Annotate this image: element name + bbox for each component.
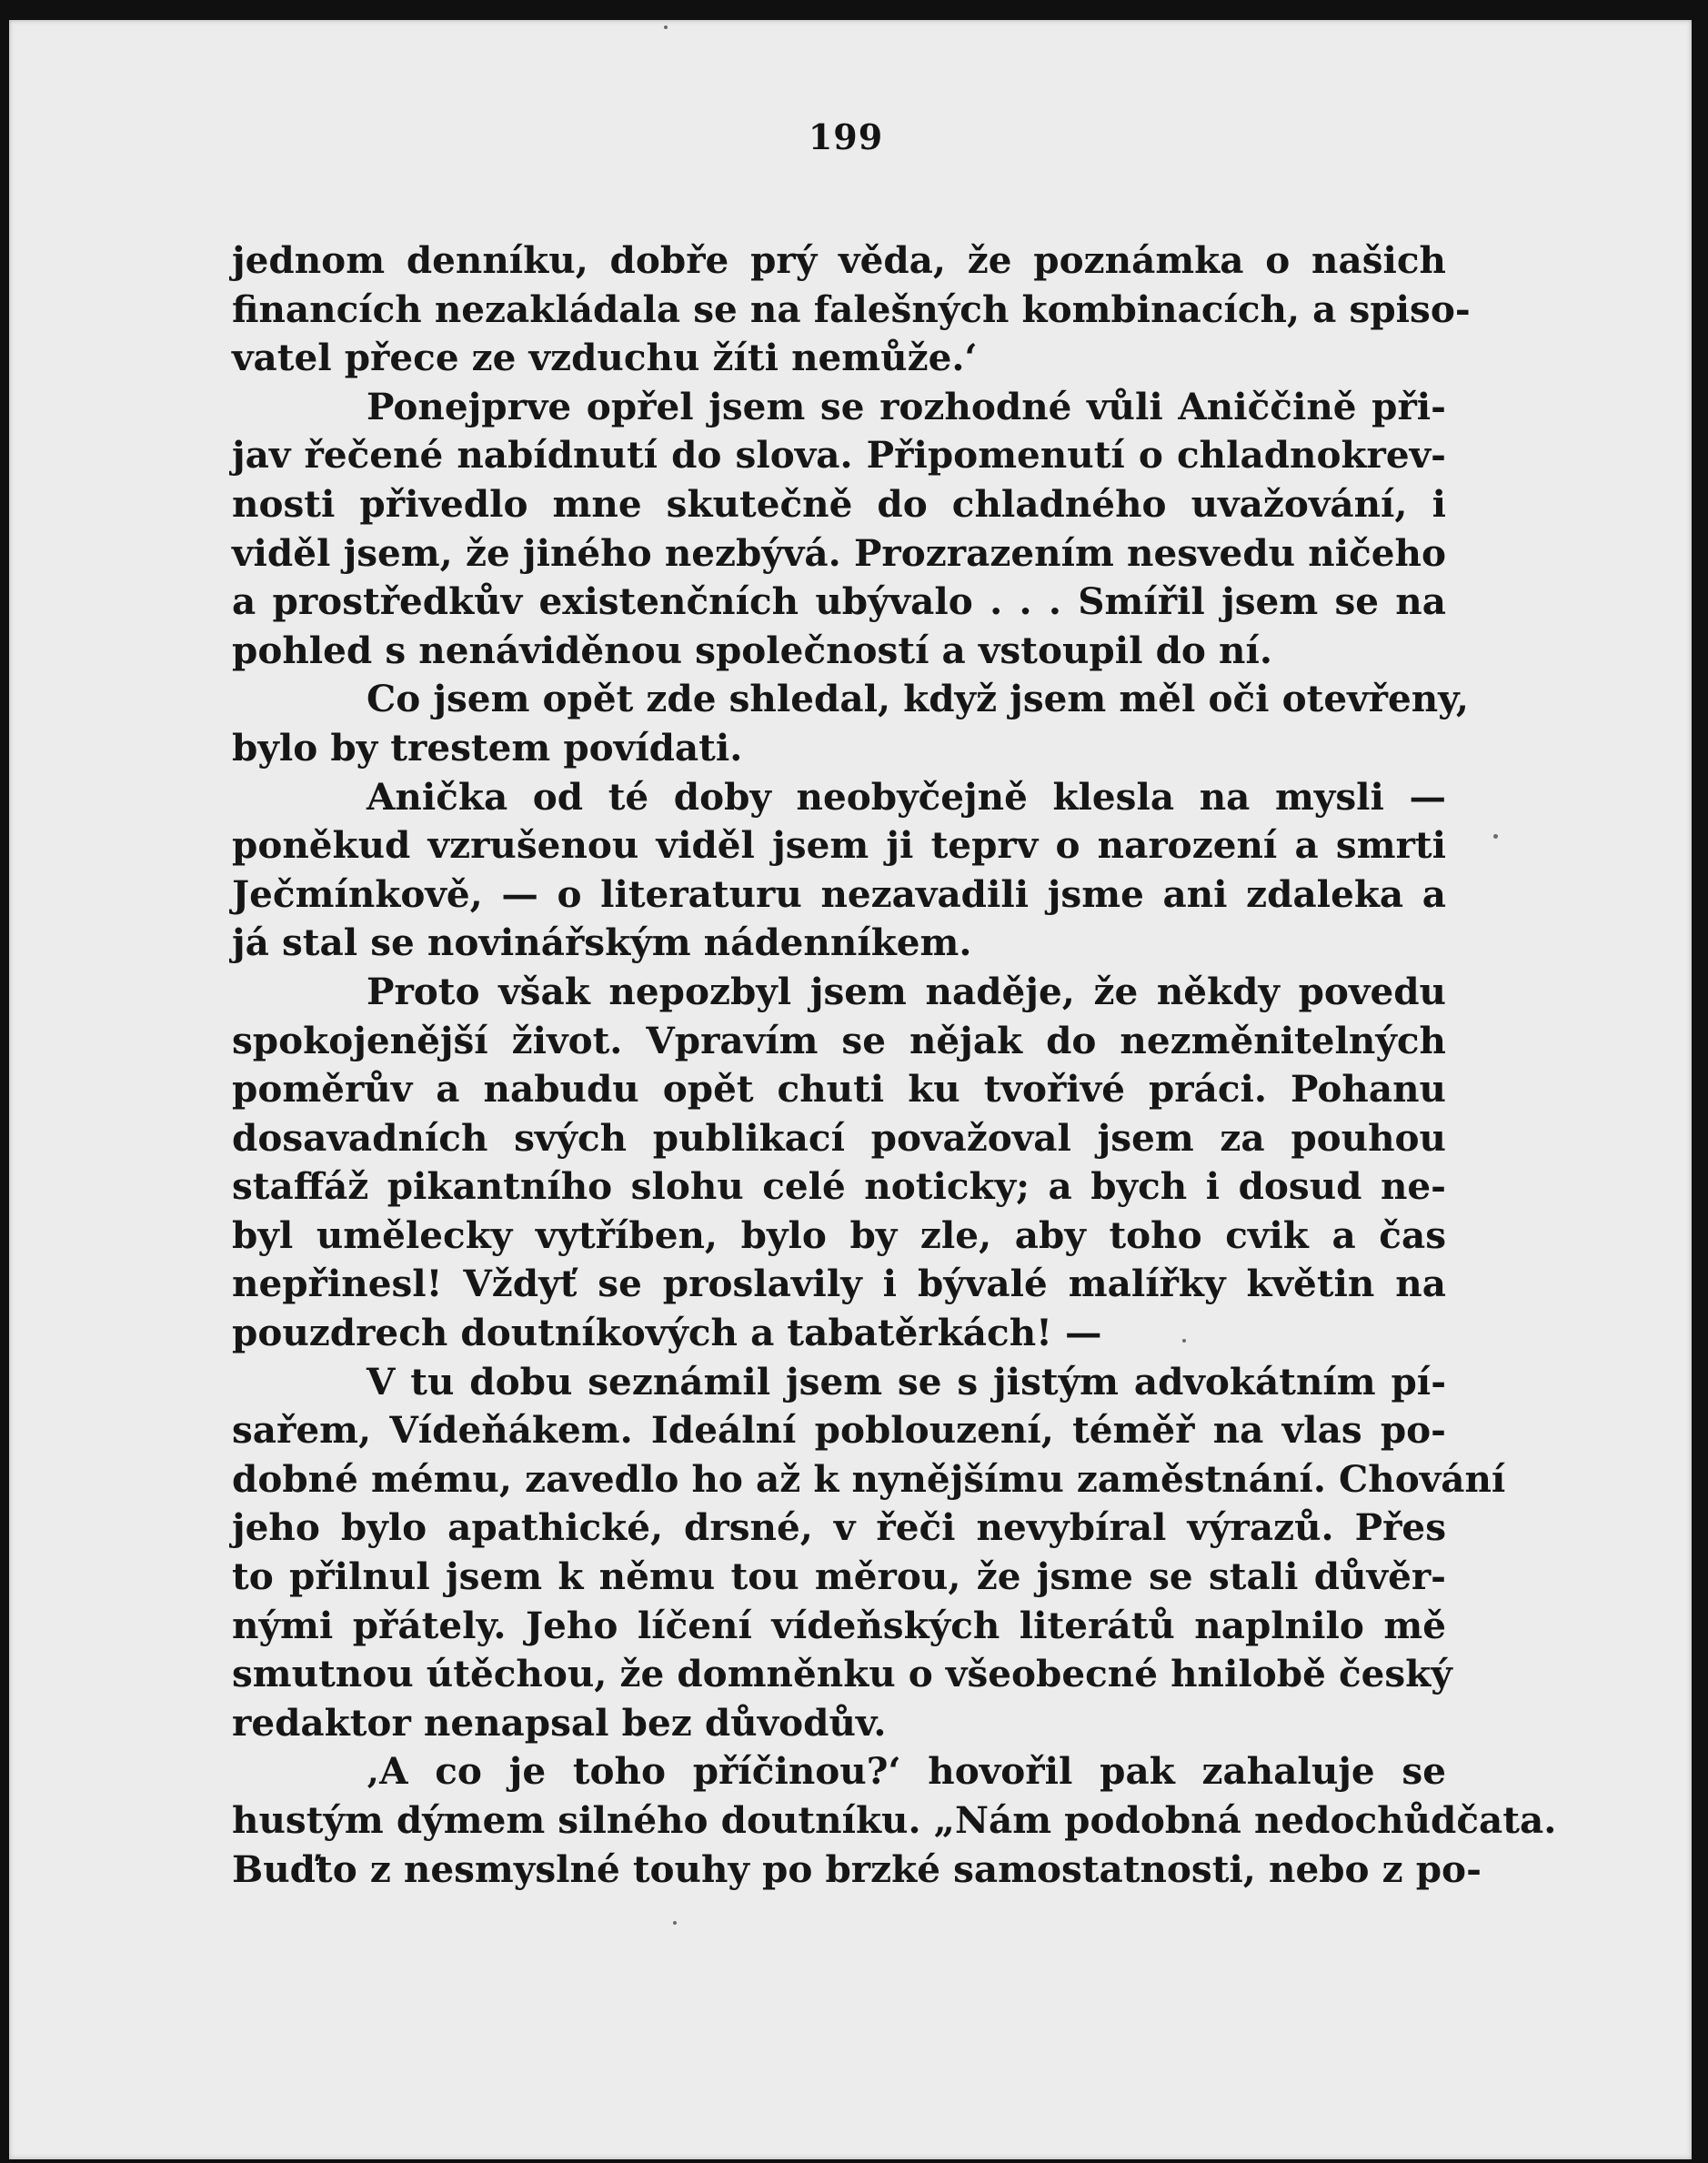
- body-text: [232, 236, 1557, 1894]
- scan-speck: [1493, 834, 1498, 839]
- text-line: Ponejprve opřel jsem se rozhodné vůli Aniččině při-: [367, 384, 1446, 428]
- text-line: vatel přece ze vzduchu žíti nemůže.‘: [232, 336, 978, 380]
- text-line: dosavadních svých publikací považoval jsem za pouhou: [232, 1115, 1446, 1160]
- text-line: staffáž pikantního slohu celé noticky; a bych i dosud ne-: [232, 1164, 1446, 1209]
- text-line: Proto však nepozbyl jsem naděje, že někdy povedu: [367, 969, 1446, 1013]
- text-line: viděl jsem, že jiného nezbývá. Prozrazením nesvedu ničeho: [232, 530, 1446, 575]
- text-line: jednom denníku, dobře prý věda, že poznámka o našich: [232, 238, 1446, 282]
- text-line: nepřinesl! Vždyť se proslavily i bývalé malířky květin na: [232, 1262, 1446, 1306]
- text-line: poměrův a nabudu opět chuti ku tvořivé práci. Pohanu: [232, 1067, 1446, 1112]
- text-line: pouzdrech doutníkových a tabatěrkách! —: [232, 1311, 1102, 1355]
- text-line: to přilnul jsem k němu tou měrou, že jsme se stali důvěr-: [232, 1554, 1446, 1599]
- text-line: já stal se novinářským nádenníkem.: [232, 921, 972, 965]
- text-line: financích nezakládala se na falešných kombinacích, a spiso-: [232, 287, 1471, 331]
- text-line: Ječmínkově, — o literaturu nezavadili jsme ani zdaleka a: [232, 871, 1446, 916]
- text-line: jeho bylo apathické, drsné, v řeči nevybíral výrazů. Přes: [232, 1505, 1446, 1550]
- text-line: Anička od té doby neobyčejně klesla na mysli —: [367, 774, 1446, 819]
- text-line: a prostředkův existenčních ubývalo . . . Smířil jsem se na: [232, 579, 1446, 624]
- text-line: redaktor nenapsal bez důvodův.: [232, 1700, 887, 1745]
- text-line: nými přátely. Jeho líčení vídeňských literátů naplnilo mě: [232, 1603, 1446, 1647]
- text-line: V tu dobu seznámil jsem se s jistým advokátním pí-: [367, 1359, 1446, 1403]
- scan-speck: [664, 25, 668, 29]
- text-line: Buďto z nesmyslné touhy po brzké samostatnosti, nebo z po-: [232, 1846, 1482, 1891]
- text-line: pohled s nenáviděnou společností a vstoupil do ní.: [232, 628, 1272, 672]
- text-line: dobné mému, zavedlo ho až k nynějšímu zaměstnání. Chování: [232, 1456, 1506, 1501]
- page-number: 199: [808, 116, 884, 157]
- scan-speck: [673, 1921, 677, 1925]
- text-line: sařem, Vídeňákem. Ideální poblouzení, téměř na vlas po-: [232, 1408, 1446, 1453]
- text-line: bylo by trestem povídati.: [232, 725, 743, 770]
- text-line: byl umělecky vytříben, bylo by zle, aby toho cvik a čas: [232, 1212, 1446, 1257]
- text-line: smutnou útěchou, že domněnku o všeobecné hnilobě český: [232, 1652, 1452, 1696]
- text-line: Co jsem opět zde shledal, když jsem měl oči otevřeny,: [367, 677, 1469, 721]
- text-line: ‚A co je toho příčinou?‘ hovořil pak zahaluje se: [367, 1749, 1446, 1794]
- text-line: spokojenější život. Vpravím se nějak do nezměnitelných: [232, 1018, 1446, 1062]
- text-line: poněkud vzrušenou viděl jsem ji teprv o narození a smrti: [232, 823, 1446, 868]
- text-line: hustým dýmem silného doutníku. „Nám podobná nedochůdčata.: [232, 1798, 1557, 1842]
- text-line: jav řečené nabídnutí do slova. Připomenutí o chladnokrev-: [232, 433, 1446, 478]
- text-line: nosti přivedlo mne skutečně do chladného uvažování, i: [232, 481, 1446, 526]
